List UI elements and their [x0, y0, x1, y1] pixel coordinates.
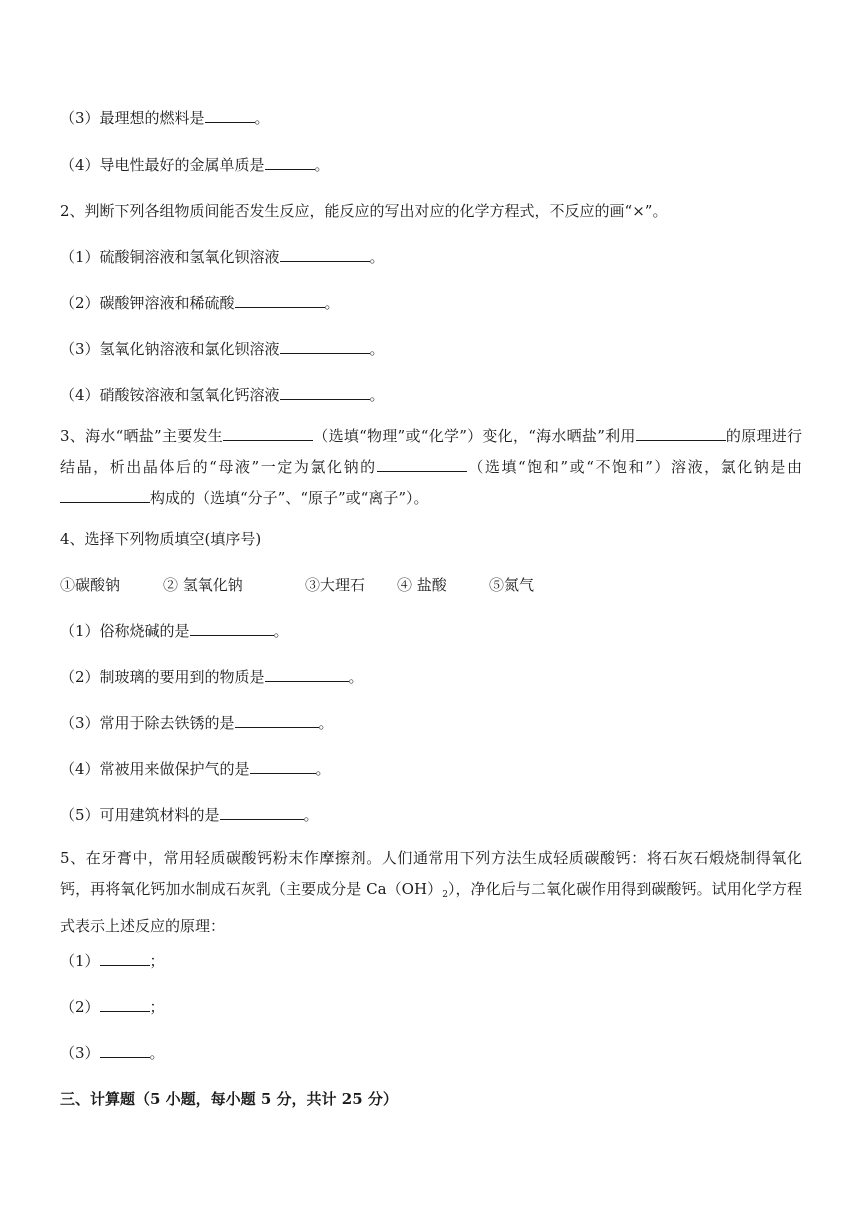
q4-item-4: （4）常被用来做保护气的是 。	[60, 760, 331, 778]
q4-stem: 4、选择下列物质填空(填序号)	[60, 530, 262, 548]
answer-blank[interactable]	[220, 805, 304, 820]
answer-blank[interactable]	[280, 385, 370, 400]
q4-item-1: （1）俗称烧碱的是 。	[60, 622, 289, 640]
q4-item-2-text: （2）制玻璃的要用到的物质是	[60, 668, 265, 686]
q2-item-2: （2）碳酸钾溶液和稀硫酸 。	[60, 294, 340, 312]
option-1: ①碳酸钠	[60, 576, 121, 594]
q2-item-4: （4）硝酸铵溶液和氢氧化钙溶液 。	[60, 386, 385, 404]
q4-item-1-text: （1）俗称烧碱的是	[60, 622, 190, 640]
q4-item-5: （5）可用建筑材料的是 。	[60, 806, 319, 824]
answer-blank[interactable]	[636, 426, 726, 441]
q4-item-5-text: （5）可用建筑材料的是	[60, 806, 220, 824]
q5-item-3-text: （3）	[60, 1044, 100, 1062]
q2-item-2-text: （2）碳酸钾溶液和稀硫酸	[60, 294, 235, 312]
q2-item-1-text: （1）硫酸铜溶液和氢氧化钡溶液	[60, 248, 280, 266]
answer-blank[interactable]	[205, 108, 255, 123]
answer-blank[interactable]	[100, 951, 150, 966]
option-2: ② 氢氧化钠	[163, 576, 243, 594]
q4-item-2: （2）制玻璃的要用到的物质是 。	[60, 668, 364, 686]
q2-stem: 2、判断下列各组物质间能否发生反应，能反应的写出对应的化学方程式，不反应的画“×”。	[60, 202, 668, 220]
q1-item-4: （4）导电性最好的金属单质是 。	[60, 156, 330, 174]
q3-paragraph: 3、海水“晒盐”主要发生 （选填“物理”或“化学”）变化，“海水晒盐”利用 的原理进行结晶，析出晶体后的“母液”一定为氯化钠的 （选填“饱和”或“不饱和”）溶液，氯化钠是由构成的（选填“分子”、“原子”或“离子”）。	[60, 427, 802, 507]
option-4: ④ 盐酸	[397, 576, 447, 594]
answer-blank[interactable]	[280, 247, 370, 262]
answer-blank[interactable]	[265, 667, 349, 682]
q2-item-1: （1）硫酸铜溶液和氢氧化钡溶液 。	[60, 248, 385, 266]
q5-item-2-text: （2）	[60, 998, 100, 1016]
q1-item-4-text: （4）导电性最好的金属单质是	[60, 156, 265, 174]
q5-item-3: （3） 。	[60, 1044, 165, 1062]
answer-blank[interactable]	[100, 1043, 150, 1058]
q2-item-3: （3）氢氧化钠溶液和氯化钡溶液 。	[60, 340, 385, 358]
answer-blank[interactable]	[60, 488, 150, 503]
answer-blank[interactable]	[235, 293, 325, 308]
answer-blank[interactable]	[190, 621, 274, 636]
option-3: ③大理石	[305, 576, 366, 594]
answer-blank[interactable]	[265, 155, 315, 170]
answer-blank[interactable]	[100, 997, 150, 1012]
option-5: ⑤氮气	[489, 576, 535, 594]
q4-options	[60, 575, 534, 595]
answer-blank[interactable]	[250, 759, 316, 774]
q5-item-1-text: （1）	[60, 952, 100, 970]
q4-item-3: （3）常用于除去铁锈的是 。	[60, 714, 334, 732]
q4-item-4-text: （4）常被用来做保护气的是	[60, 760, 250, 778]
q1-item-3-text: （3）最理想的燃料是	[60, 109, 205, 127]
answer-blank[interactable]	[377, 457, 467, 472]
answer-blank[interactable]	[223, 426, 313, 441]
q4-item-3-text: （3）常用于除去铁锈的是	[60, 714, 235, 732]
answer-blank[interactable]	[235, 713, 319, 728]
section-heading: 三、计算题（5 小题，每小题 5 分，共计 25 分）	[60, 1090, 398, 1108]
q2-item-3-text: （3）氢氧化钠溶液和氯化钡溶液	[60, 340, 280, 358]
q5-item-1: （1） ；	[60, 952, 165, 970]
q1-item-3: （3）最理想的燃料是 。	[60, 109, 270, 127]
q5-paragraph: 5、在牙膏中，常用轻质碳酸钙粉末作摩擦剂。人们通常用下列方法生成轻质碳酸钙：将石灰石煅烧制得氧化钙，再将氧化钙加水制成石灰乳（主要成分是 $Ca(OH)_2$），净化后与二氧化碳作用得到碳酸钙。试用化学方程式表示上述反应的原理：	[60, 849, 802, 935]
q2-item-4-text: （4）硝酸铵溶液和氢氧化钙溶液	[60, 386, 280, 404]
q5-item-2: （2） ；	[60, 998, 165, 1016]
answer-blank[interactable]	[280, 339, 370, 354]
